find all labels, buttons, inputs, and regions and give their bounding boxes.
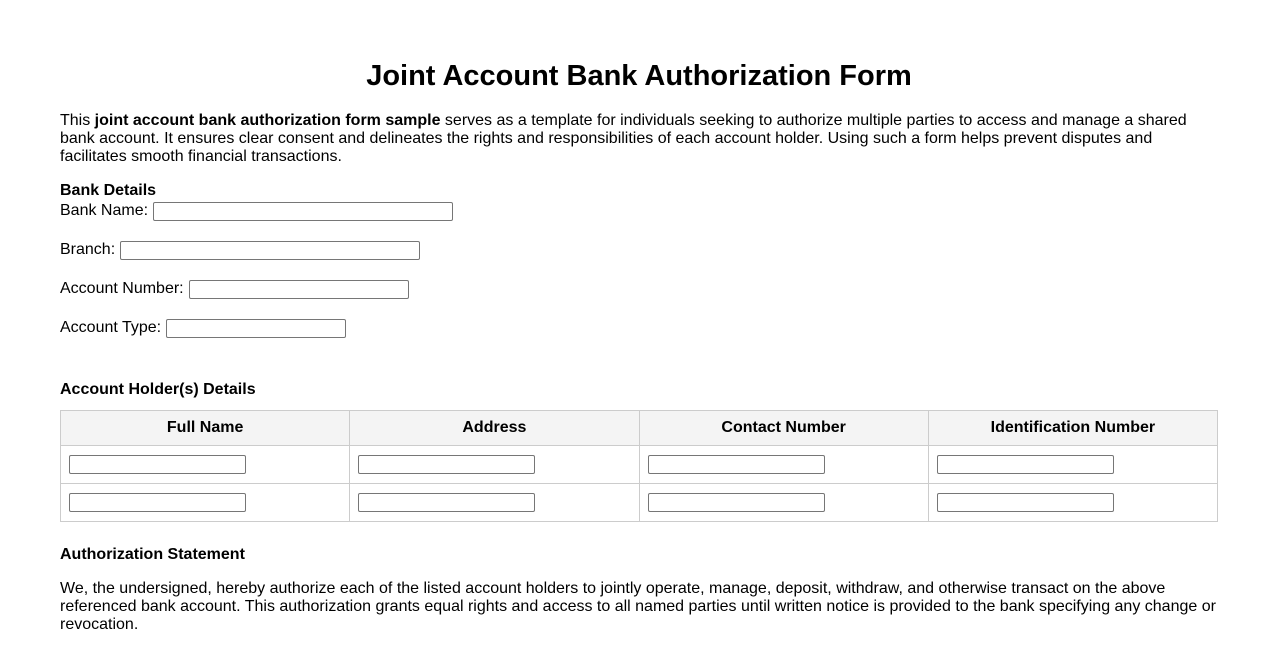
table-cell — [350, 484, 639, 522]
contact-number-input[interactable] — [648, 493, 825, 512]
table-cell — [61, 484, 350, 522]
account-type-input[interactable] — [166, 319, 346, 338]
bank-name-row — [60, 200, 453, 222]
contact-number-input[interactable] — [648, 455, 825, 474]
identification-number-input[interactable] — [937, 493, 1114, 512]
authorization-statement-text: We, the undersigned, hereby authorize each of the listed account holders to jointly operate, manage, deposit, withdraw, and otherwise transact on the above referenced bank account. This authorization grants equal rights and access to all named parties until written notice is provided to the bank specifying any change or revocation. — [60, 580, 1216, 633]
table-cell — [639, 446, 928, 484]
identification-number-input[interactable] — [937, 455, 1114, 474]
account-number-row — [60, 278, 409, 300]
account-number-label: Account Number: — [60, 280, 184, 297]
column-header-contact-number: Contact Number — [639, 411, 928, 446]
authorization-statement-heading: Authorization Statement — [60, 546, 245, 563]
bank-name-label: Bank Name: — [60, 202, 149, 219]
account-type-row — [60, 317, 346, 339]
bank-name-input[interactable] — [153, 202, 453, 221]
table-cell — [928, 446, 1217, 484]
column-header-address: Address — [350, 411, 639, 446]
full-name-input[interactable] — [69, 493, 246, 512]
account-holders-heading: Account Holder(s) Details — [60, 381, 256, 398]
intro-bold-phrase: joint account bank authorization form sample — [94, 112, 441, 129]
account-number-input[interactable] — [189, 280, 409, 299]
branch-label: Branch: — [60, 241, 116, 258]
table-row — [61, 446, 1218, 484]
address-input[interactable] — [358, 493, 535, 512]
table-header-row — [61, 411, 1218, 446]
page-title: Joint Account Bank Authorization Form — [366, 60, 912, 92]
table-cell — [639, 484, 928, 522]
bank-details-heading: Bank Details — [60, 182, 157, 199]
table-row — [61, 484, 1218, 522]
branch-row — [60, 239, 420, 261]
column-header-full-name: Full Name — [61, 411, 350, 446]
intro-paragraph — [60, 112, 1218, 166]
account-holders-table — [60, 410, 1218, 522]
column-header-identification-number: Identification Number — [928, 411, 1217, 446]
table-cell — [61, 446, 350, 484]
branch-input[interactable] — [120, 241, 420, 260]
full-name-input[interactable] — [69, 455, 246, 474]
account-type-label: Account Type: — [60, 319, 162, 336]
table-cell — [928, 484, 1217, 522]
intro-prefix: This — [60, 112, 95, 129]
address-input[interactable] — [358, 455, 535, 474]
intro-rest: serves as a template for individuals seeking to authorize multiple parties to access and manage a shared bank account. It ensures clear consent and delineates the rights and responsibilities of each account holder. Using such a form helps prevent disputes and facilitates smooth financial transactions. — [60, 112, 1187, 165]
table-cell — [350, 446, 639, 484]
